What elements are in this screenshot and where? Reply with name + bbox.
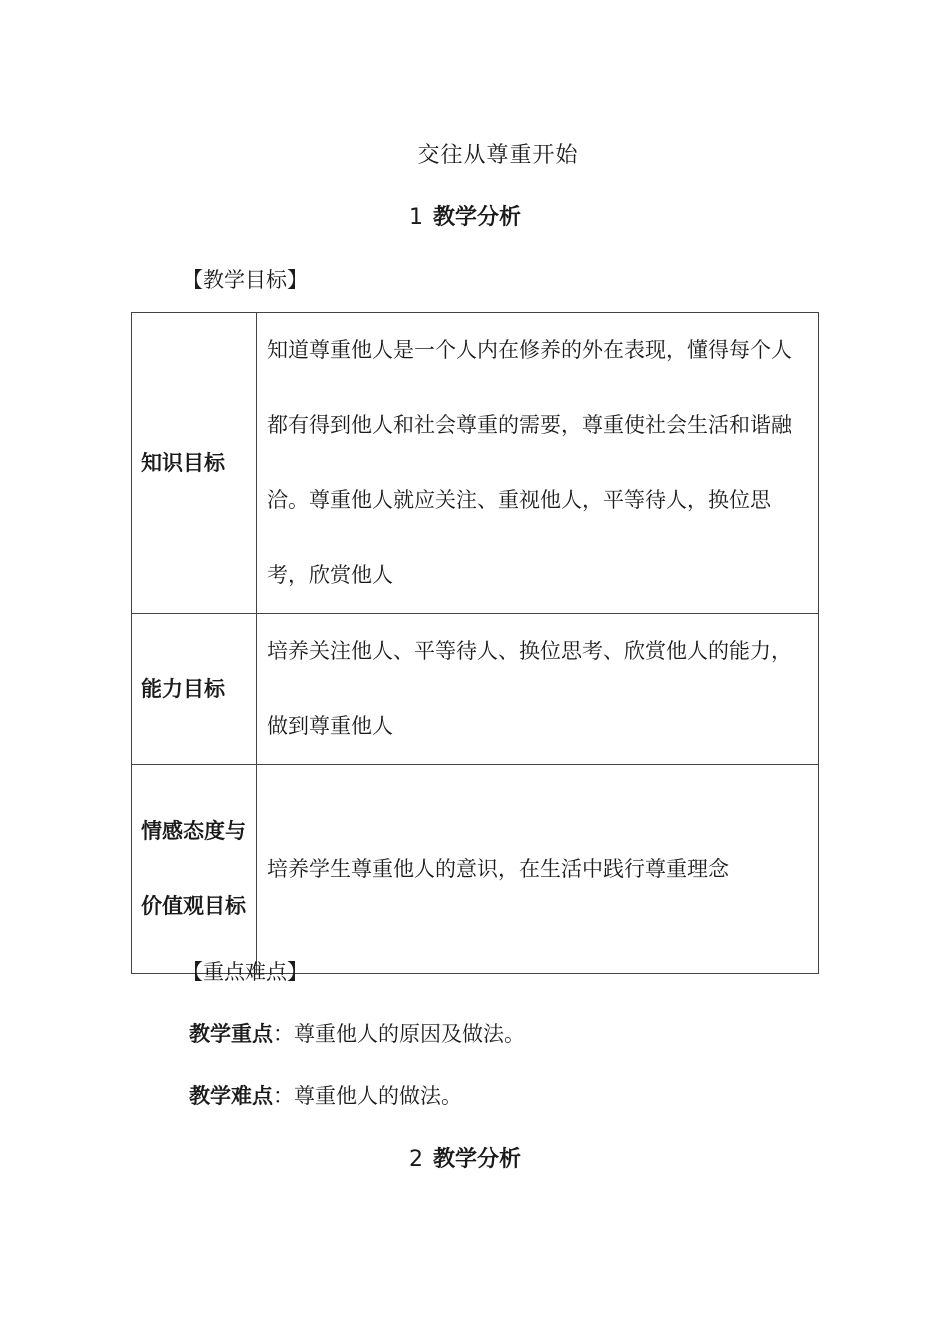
- difficulty-label: 教学难点: [189, 1084, 273, 1108]
- difficulty-separator: ：: [273, 1084, 294, 1108]
- section-1-number: 1: [408, 205, 423, 230]
- table-row: [132, 765, 819, 974]
- section-1-heading: [0, 200, 930, 231]
- section-1-title: 教学分析: [432, 205, 521, 230]
- table-row: [132, 614, 819, 765]
- keypoint-separator: ：: [273, 1022, 294, 1046]
- difficulty-text: 尊重他人的做法。: [294, 1084, 462, 1108]
- goal-label: 情感态度与价值观目标: [132, 765, 257, 974]
- keypoint-label: 教学重点: [189, 1022, 273, 1046]
- key-difficult-points-label: 【重点难点】: [182, 960, 308, 984]
- keypoint-text: 尊重他人的原因及做法。: [294, 1022, 525, 1046]
- table-row: [132, 313, 819, 614]
- goal-text: 培养关注他人、平等待人、换位思考、欣赏他人的能力，做到尊重他人: [257, 614, 819, 765]
- teaching-goals-label: 【教学目标】: [182, 268, 308, 292]
- teaching-keypoint: [189, 1018, 525, 1048]
- section-2-title: 教学分析: [432, 1147, 521, 1172]
- section-2-number: 2: [408, 1147, 423, 1172]
- document-title: 交往从尊重开始: [417, 143, 579, 168]
- section-2-heading: [0, 1142, 930, 1173]
- goal-label: 知识目标: [132, 313, 257, 614]
- teaching-goals-table: [131, 312, 819, 974]
- goal-text: 知道尊重他人是一个人内在修养的外在表现，懂得每个人都有得到他人和社会尊重的需要，尊重使社会生活和谐融洽。尊重他人就应关注、重视他人，平等待人，换位思考，欣赏他人: [257, 313, 819, 614]
- teaching-difficulty: [189, 1080, 462, 1110]
- goal-label: 能力目标: [132, 614, 257, 765]
- goal-text: 培养学生尊重他人的意识，在生活中践行尊重理念: [257, 765, 819, 974]
